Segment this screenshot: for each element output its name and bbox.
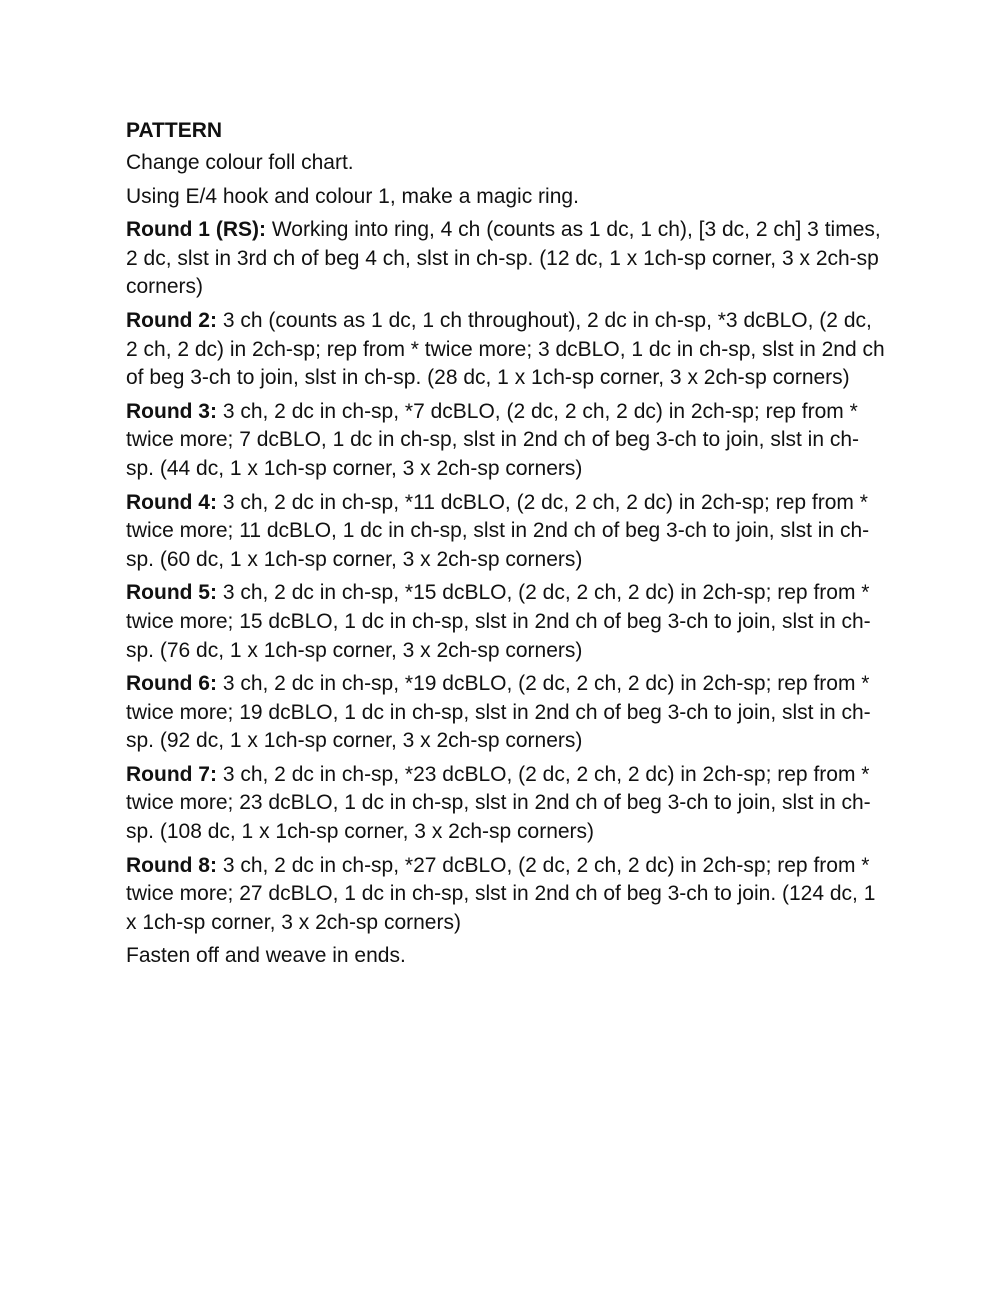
round-4-instruction <box>126 489 886 575</box>
round-6-text: 3 ch, 2 dc in ch-sp, *19 dcBLO, (2 dc, 2 ch, 2 dc) in 2ch-sp; rep from * twice more; 19 dcBLO, 1 dc in ch-sp, slst in 2nd ch of beg 3-ch to join, slst in ch-sp. (92 dc, 1 x 1ch-sp corner, 3 x 2ch-sp corners) <box>126 672 871 753</box>
closing-line: Fasten off and weave in ends. <box>126 944 406 968</box>
round-2-text: 3 ch (counts as 1 dc, 1 ch throughout), 2 dc in ch-sp, *3 dcBLO, (2 dc, 2 ch, 2 dc) in 2ch-sp; rep from * twice more; 3 dcBLO, 1 dc in ch-sp, slst in 2nd ch of beg 3-ch to join, slst in ch-sp. (28 dc, 1 x 1ch-sp corner, 3 x 2ch-sp corners) <box>126 308 885 390</box>
round-6-instruction <box>126 670 886 756</box>
round-5-instruction <box>126 579 886 665</box>
round-3-instruction <box>126 398 886 484</box>
round-5-text: 3 ch, 2 dc in ch-sp, *15 dcBLO, (2 dc, 2 ch, 2 dc) in 2ch-sp; rep from * twice more; 15 dcBLO, 1 dc in ch-sp, slst in 2nd ch of beg 3-ch to join, slst in ch-sp. (76 dc, 1 x 1ch-sp corner, 3 x 2ch-sp corners) <box>126 581 871 662</box>
round-8-instruction <box>126 852 886 938</box>
round-2-label: Round 2: <box>126 308 217 332</box>
round-8-label: Round 8: <box>126 853 217 877</box>
round-3-text: 3 ch, 2 dc in ch-sp, *7 dcBLO, (2 dc, 2 ch, 2 dc) in 2ch-sp; rep from * twice more; 7 dcBLO, 1 dc in ch-sp, slst in 2nd ch of beg 3-ch to join, slst in ch-sp. (44 dc, 1 x 1ch-sp corner, 3 x 2ch-sp corners) <box>126 399 860 480</box>
round-4-label: Round 4: <box>126 490 217 514</box>
round-8-text: 3 ch, 2 dc in ch-sp, *27 dcBLO, (2 dc, 2 ch, 2 dc) in 2ch-sp; rep from * twice more; 27 dcBLO, 1 dc in ch-sp, slst in 2nd ch of beg 3-ch to join. (124 dc, 1 x 1ch-sp corner, 3 x 2ch-sp corners) <box>126 853 876 934</box>
round-7-text: 3 ch, 2 dc in ch-sp, *23 dcBLO, (2 dc, 2 ch, 2 dc) in 2ch-sp; rep from * twice more; 23 dcBLO, 1 dc in ch-sp, slst in 2nd ch of beg 3-ch to join, slst in ch-sp. (108 dc, 1 x 1ch-sp corner, 3 x 2ch-sp corners) <box>126 762 871 844</box>
round-1-text: Working into ring, 4 ch (counts as 1 dc, 1 ch), [3 dc, 2 ch] 3 times, 2 dc, slst in 3rd ch of beg 4 ch, slst in ch-sp. (12 dc, 1 x 1ch-sp corner, 3 x 2ch-sp corners) <box>126 218 881 299</box>
round-4-text: 3 ch, 2 dc in ch-sp, *11 dcBLO, (2 dc, 2 ch, 2 dc) in 2ch-sp; rep from * twice more; 11 dcBLO, 1 dc in ch-sp, slst in 2nd ch of beg 3-ch to join, slst in ch-sp. (60 dc, 1 x 1ch-sp corner, 3 x 2ch-sp corners) <box>126 490 870 571</box>
round-2-instruction <box>126 307 886 393</box>
intro-line-colour: Change colour foll chart. <box>126 151 354 174</box>
round-5-label: Round 5: <box>126 581 217 605</box>
round-6-label: Round 6: <box>126 672 217 696</box>
round-1-instruction <box>126 216 886 302</box>
intro-line-hook: Using E/4 hook and colour 1, make a magic ring. <box>126 184 579 208</box>
round-1-label: Round 1 (RS): <box>126 218 266 242</box>
round-3-label: Round 3: <box>126 399 217 423</box>
pattern-page <box>126 117 886 976</box>
page-heading: PATTERN <box>126 119 223 142</box>
round-7-instruction <box>126 761 886 847</box>
round-7-label: Round 7: <box>126 762 217 786</box>
